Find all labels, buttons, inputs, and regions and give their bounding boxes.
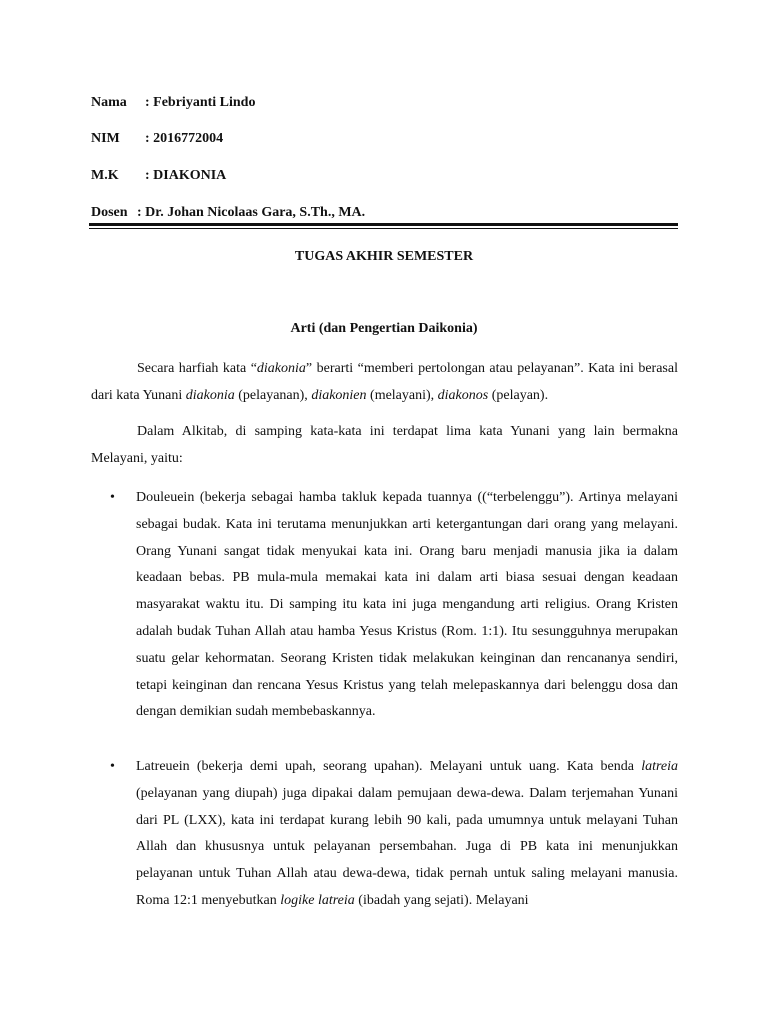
list-item-latreuein <box>110 754 678 915</box>
list-item-text: Latreuein (bekerja demi upah, seorang upahan). Melayani untuk uang. Kata benda latreia (pelayanan yang diupah) juga dipakai dalam pemujaan dewa-dewa. Dalam terjemahan Yunani dari PL (LXX), kata ini terdapat kurang lebih 90 kali, pada umumnya untuk melayani Tuhan Allah dan khususnya untuk pelayanan persembahan. Juga di PB kata ini menunjukkan pelayanan untuk Tuhan Allah atau dewa-dewa, tidak pernah untuk saling melayani manusia. Roma 12:1 menyebutkan logike latreia (ibadah yang sejati). Melayani <box>136 759 678 908</box>
dosen-value: : Dr. Johan Nicolaas Gara, S.Th., MA. <box>137 205 366 220</box>
header-nim-row <box>91 130 223 148</box>
bullet-icon: • <box>110 490 115 505</box>
nama-label: Nama <box>91 95 127 110</box>
header-double-rule <box>89 223 678 229</box>
bullet-icon: • <box>110 759 115 774</box>
nim-value: : 2016772004 <box>145 131 224 146</box>
header-nama-row <box>91 94 255 112</box>
paragraph-alkitab: Dalam Alkitab, di samping kata-kata ini terdapat lima kata Yunani yang lain bermakna Melayani, yaitu: <box>91 424 678 466</box>
document-title: TUGAS AKHIR SEMESTER <box>294 249 474 264</box>
list-item-text: Douleuein (bekerja sebagai hamba takluk kepada tuannya ((“terbelenggu”). Artinya melayani sebagai budak. Kata ini terutama menunjukkan arti ketergantungan dari orang yang melayani. Orang Yunani sangat tidak menyukai kata ini. Orang baru menjadi manusia jika ia dalam keadaan bebas. PB mula-mula memakai kata ini dalam arti biasa sesuai dengan keadaan masyarakat waktu itu. Di samping itu kata ini juga mengandung arti religius. Orang Kristen adalah budak Tuhan Allah atau hamba Yesus Kristus (Rom. 1:1). Itu sesungguhnya merupakan suatu gelar kehormatan. Seorang Kristen tidak melakukan keinginan dan rencananya sendiri, tetapi keinginan dan rencana Yesus Kristus yang telah melepaskannya dari belenggu dosa dan dengan demikian sudah membebaskannya. <box>136 490 678 720</box>
nim-label: NIM <box>91 131 120 146</box>
nama-value: : Febriyanti Lindo <box>145 95 256 110</box>
section-title: Arti (dan Pengertian Daikonia) <box>290 321 478 336</box>
header-dosen-row <box>91 204 365 222</box>
mk-value: : DIAKONIA <box>145 168 227 183</box>
dosen-label: Dosen <box>91 205 128 220</box>
list-item-douleuein <box>110 485 678 726</box>
paragraph-intro: Secara harfiah kata “diakonia” berarti “memberi pertolongan atau pelayanan”. Kata ini berasal dari kata Yunani diakonia (pelayanan), diakonien (melayani), diakonos (pelayan). <box>91 361 678 403</box>
mk-label: M.K <box>91 168 119 183</box>
header-mk-row <box>91 167 226 185</box>
